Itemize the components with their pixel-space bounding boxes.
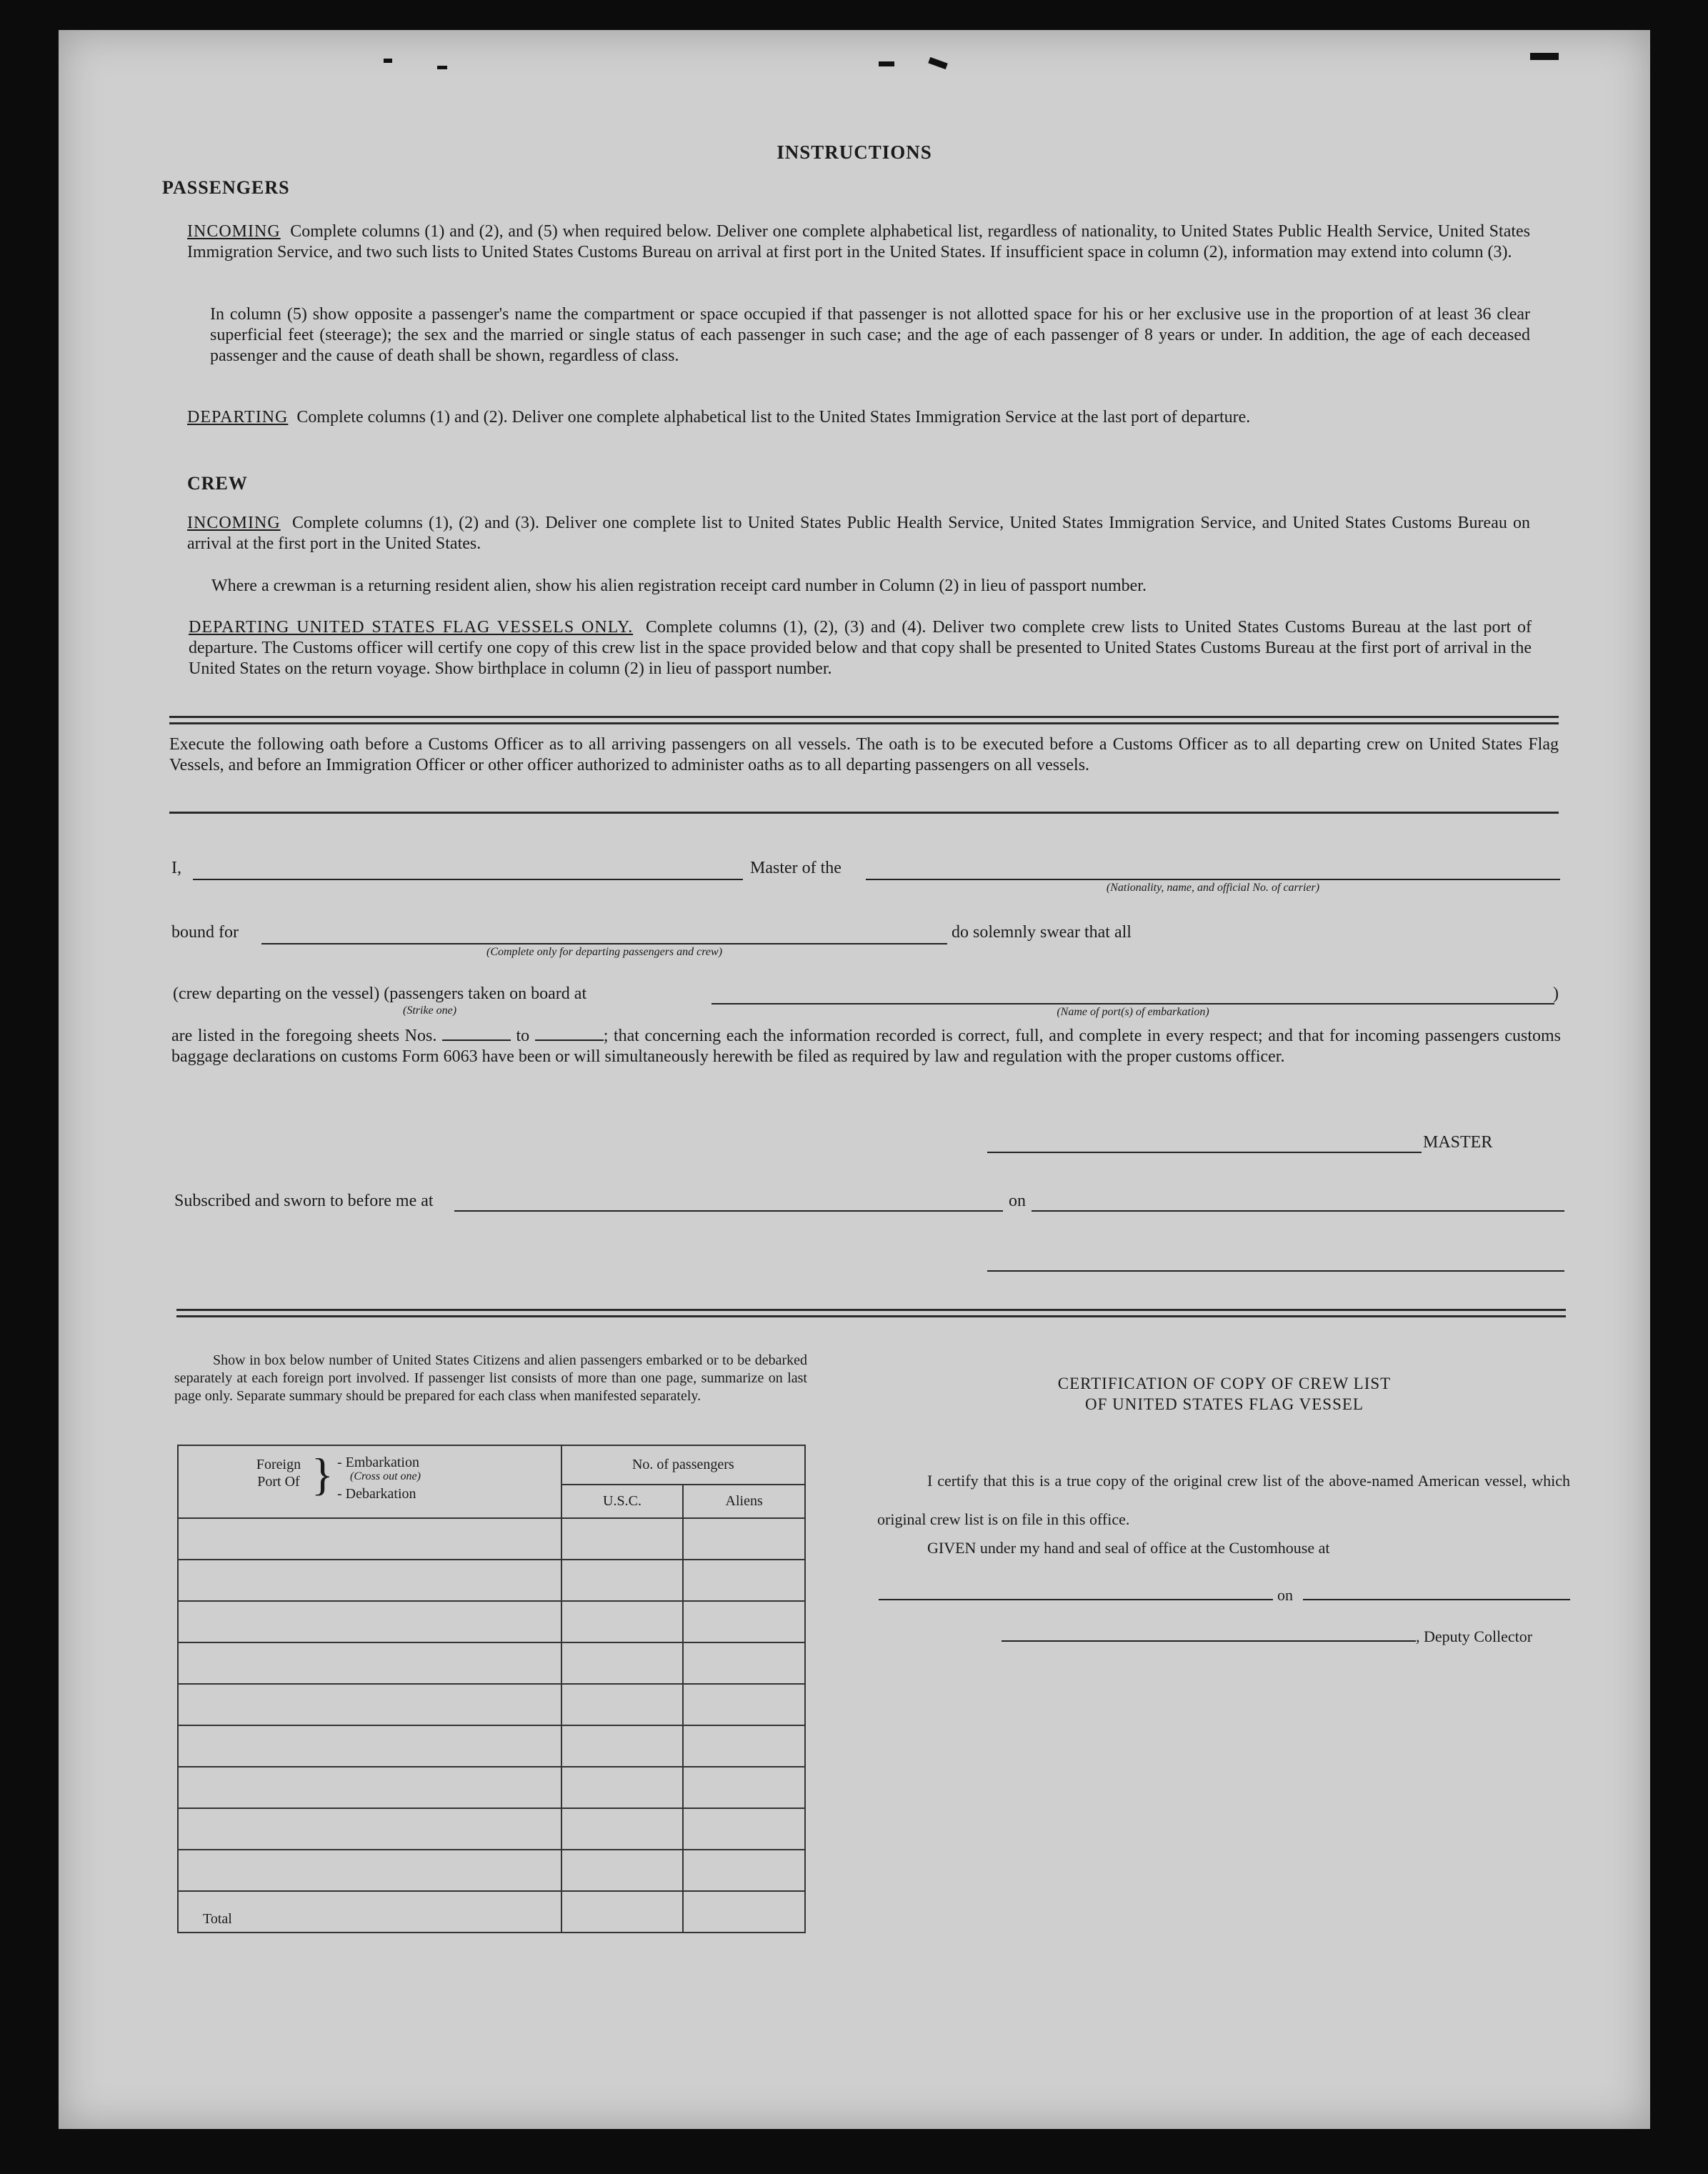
deputy-collector-label: , Deputy Collector bbox=[1416, 1627, 1533, 1645]
table-row bbox=[178, 1725, 805, 1767]
aliens-cell[interactable] bbox=[683, 1808, 805, 1850]
sworn-place-field[interactable] bbox=[454, 1210, 1003, 1212]
deputy-signature-field[interactable] bbox=[1002, 1640, 1416, 1642]
usc-cell[interactable] bbox=[561, 1725, 684, 1767]
ports-table bbox=[177, 1445, 806, 1933]
usc-total-cell[interactable] bbox=[561, 1891, 684, 1933]
cross-out-note: (Cross out one) bbox=[350, 1470, 421, 1482]
aliens-cell[interactable] bbox=[683, 1518, 805, 1560]
passengers-heading: PASSENGERS bbox=[162, 177, 290, 198]
oath-intro-paragraph: Execute the following oath before a Customs Officer as to all arriving passengers on all vessels. The oath is to be executed before a Customs Officer as to all departing crew on United States Flag Vessels, and before an Immigration Officer or other officer authorized to administer oaths as to all departing passengers on all vessels. bbox=[169, 735, 1559, 774]
oath-i-label: I, bbox=[171, 859, 181, 877]
scan-speck bbox=[1530, 53, 1559, 60]
document-page bbox=[59, 30, 1650, 2129]
master-label: MASTER bbox=[1423, 1133, 1493, 1152]
scan-speck bbox=[384, 59, 392, 63]
nationality-note: (Nationality, name, and official No. of carrier) bbox=[1106, 882, 1320, 894]
port-cell[interactable] bbox=[178, 1767, 561, 1808]
scan-speck bbox=[928, 57, 948, 69]
master-of-the-label: Master of the bbox=[750, 859, 841, 877]
usc-cell[interactable] bbox=[561, 1767, 684, 1808]
certification-title-line1: CERTIFICATION OF COPY OF CREW LIST bbox=[1057, 1375, 1392, 1392]
oath-statement-text: ; that concerning each the information recorded is correct, full, and complete in every respect; and that for incoming passengers customs baggage declarations on customs Form 6063 have been or will simultaneously herewith be filed as required by law and regulation with the proper customs officer. bbox=[171, 1027, 1562, 1066]
usc-cell[interactable] bbox=[561, 1642, 684, 1684]
given-label: GIVEN under my hand and seal of office at the Customhouse at bbox=[927, 1539, 1330, 1557]
aliens-cell[interactable] bbox=[683, 1850, 805, 1891]
certification-title-line2: OF UNITED STATES FLAG VESSEL bbox=[1085, 1395, 1364, 1413]
certification-title bbox=[874, 1373, 1574, 1415]
master-signature-field[interactable] bbox=[987, 1152, 1422, 1153]
port-cell[interactable] bbox=[178, 1560, 561, 1601]
oath-statement bbox=[171, 1026, 1561, 1067]
carrier-field[interactable] bbox=[866, 879, 1560, 880]
crew-departing-text: Complete columns (1), (2), (3) and (4). Deliver two complete crew lists to United States Customs Bureau at the last port of departure. The Customs officer will certify one copy of this crew list in the space provided below and that copy shall be presented to United States Customs Bureau at the first port of arrival in the United States on the return voyage. Show birthplace in column (2) in lieu of passport number. bbox=[189, 618, 1532, 678]
crew-departing-paragraph bbox=[189, 617, 1532, 679]
passengers-incoming-paragraph bbox=[187, 221, 1530, 263]
certification-date-field[interactable] bbox=[1303, 1599, 1570, 1600]
brace-glyph: } bbox=[311, 1449, 334, 1500]
crew-incoming-paragraph bbox=[187, 513, 1530, 554]
usc-cell[interactable] bbox=[561, 1518, 684, 1560]
table-row bbox=[178, 1850, 805, 1891]
aliens-cell[interactable] bbox=[683, 1642, 805, 1684]
scan-speck bbox=[437, 66, 447, 69]
aliens-header: Aliens bbox=[683, 1485, 805, 1518]
aliens-cell[interactable] bbox=[683, 1601, 805, 1642]
master-name-field[interactable] bbox=[193, 879, 743, 880]
total-row bbox=[178, 1891, 805, 1933]
bound-for-field[interactable] bbox=[261, 943, 947, 944]
embarkation-ports-field[interactable] bbox=[711, 1003, 1554, 1004]
summary-instructions: Show in box below number of United States Citizens and alien passengers embarked or to be debarked separately at each foreign port involved. If passenger list consists of more than one page, summarize on last page only. Separate summary should be prepared for each class when manifested separately. bbox=[174, 1352, 807, 1404]
bottom-divider bbox=[176, 1309, 1566, 1317]
table-row bbox=[178, 1808, 805, 1850]
aliens-cell[interactable] bbox=[683, 1767, 805, 1808]
table-row bbox=[178, 1518, 805, 1560]
aliens-cell[interactable] bbox=[683, 1684, 805, 1725]
instructions-title: INSTRUCTIONS bbox=[776, 141, 932, 163]
certification-text: I certify that this is a true copy of the original crew list of the above-named American vessel, which original crew list is on file in this office. bbox=[877, 1472, 1570, 1528]
passengers-departing-paragraph bbox=[187, 407, 1530, 428]
table-row bbox=[178, 1684, 805, 1725]
usc-header: U.S.C. bbox=[561, 1485, 684, 1518]
embarkation-label: - Embarkation bbox=[337, 1455, 419, 1470]
crew-passengers-label: (crew departing on the vessel) (passengers taken on board at bbox=[173, 984, 587, 1003]
crew-heading: CREW bbox=[187, 473, 248, 494]
subscribed-label: Subscribed and sworn to before me at bbox=[174, 1192, 434, 1210]
port-cell[interactable] bbox=[178, 1850, 561, 1891]
strike-one-note: (Strike one) bbox=[403, 1004, 457, 1017]
usc-cell[interactable] bbox=[561, 1560, 684, 1601]
port-cell[interactable] bbox=[178, 1725, 561, 1767]
crew-incoming-lead: INCOMING bbox=[187, 514, 281, 532]
aliens-cell[interactable] bbox=[683, 1560, 805, 1601]
bound-for-label: bound for bbox=[171, 923, 239, 942]
table-row bbox=[178, 1642, 805, 1684]
sheet-to-field[interactable] bbox=[535, 1027, 604, 1041]
scan-speck bbox=[879, 61, 894, 66]
total-label: Total bbox=[178, 1891, 561, 1933]
table-row bbox=[178, 1601, 805, 1642]
port-cell[interactable] bbox=[178, 1684, 561, 1725]
certification-on-label: on bbox=[1277, 1586, 1293, 1604]
sworn-date-field[interactable] bbox=[1032, 1210, 1564, 1212]
table-row bbox=[178, 1767, 805, 1808]
ports-note: (Name of port(s) of embarkation) bbox=[1057, 1006, 1209, 1018]
usc-cell[interactable] bbox=[561, 1684, 684, 1725]
aliens-cell[interactable] bbox=[683, 1725, 805, 1767]
sheet-from-field[interactable] bbox=[442, 1027, 511, 1041]
solemnly-swear-label: do solemnly swear that all bbox=[952, 923, 1132, 942]
passengers-incoming-text: Complete columns (1) and (2), and (5) when required below. Deliver one complete alphabetical list, regardless of nationality, to United States Public Health Service, United States Immigration Service, and two such lists to United States Customs Bureau on arrival at first port in the United States. If insufficient space in column (2), information may extend into column (3). bbox=[187, 222, 1531, 261]
customhouse-field[interactable] bbox=[879, 1599, 1273, 1600]
port-cell[interactable] bbox=[178, 1601, 561, 1642]
port-cell[interactable] bbox=[178, 1808, 561, 1850]
sheets-label: are listed in the foregoing sheets Nos. bbox=[171, 1027, 437, 1045]
crew-departing-lead: DEPARTING UNITED STATES FLAG VESSELS ONLY. bbox=[189, 618, 634, 637]
port-cell[interactable] bbox=[178, 1518, 561, 1560]
port-cell[interactable] bbox=[178, 1642, 561, 1684]
crew-returning-alien-paragraph: Where a crewman is a returning resident alien, show his alien registration receipt card number in Column (2) in lieu of passport number. bbox=[211, 577, 1147, 595]
aliens-total-cell[interactable] bbox=[683, 1891, 805, 1933]
usc-cell[interactable] bbox=[561, 1808, 684, 1850]
officer-signature-field[interactable] bbox=[987, 1270, 1564, 1272]
table-row bbox=[178, 1560, 805, 1601]
sworn-on-label: on bbox=[1009, 1192, 1026, 1210]
passengers-column5-paragraph: In column (5) show opposite a passenger's name the compartment or space occupied if that passenger is not allotted space for his or her exclusive use in the proportion of at least 36 clear superficial feet (steerage); the sex and the married or single status of each passenger in such case; and the age of each passenger of 8 years or under. In addition, the age of each deceased passenger and the cause of death shall be shown, regardless of class. bbox=[210, 305, 1530, 365]
passengers-departing-text: Complete columns (1) and (2). Deliver one complete alphabetical list to the United States Immigration Service at the last port of departure. bbox=[296, 408, 1251, 427]
port-header-cell bbox=[178, 1445, 561, 1518]
oath-divider bbox=[169, 812, 1559, 814]
crew-incoming-text: Complete columns (1), (2) and (3). Deliver one complete list to United States Public Health Service, United States Immigration Service, and United States Customs Bureau on arrival at the first port in the United States. bbox=[187, 514, 1531, 553]
sheets-to-label: to bbox=[516, 1027, 530, 1045]
foreign-port-label: Foreign Port Of bbox=[256, 1457, 301, 1490]
passengers-incoming-lead: INCOMING bbox=[187, 222, 281, 241]
debarkation-label: - Debarkation bbox=[337, 1486, 416, 1502]
no-passengers-header: No. of passengers bbox=[561, 1445, 805, 1485]
section-divider bbox=[169, 716, 1559, 724]
usc-cell[interactable] bbox=[561, 1601, 684, 1642]
close-paren: ) bbox=[1553, 984, 1559, 1003]
passengers-departing-lead: DEPARTING bbox=[187, 408, 289, 427]
departing-only-note: (Complete only for departing passengers and crew) bbox=[486, 946, 723, 958]
usc-cell[interactable] bbox=[561, 1850, 684, 1891]
